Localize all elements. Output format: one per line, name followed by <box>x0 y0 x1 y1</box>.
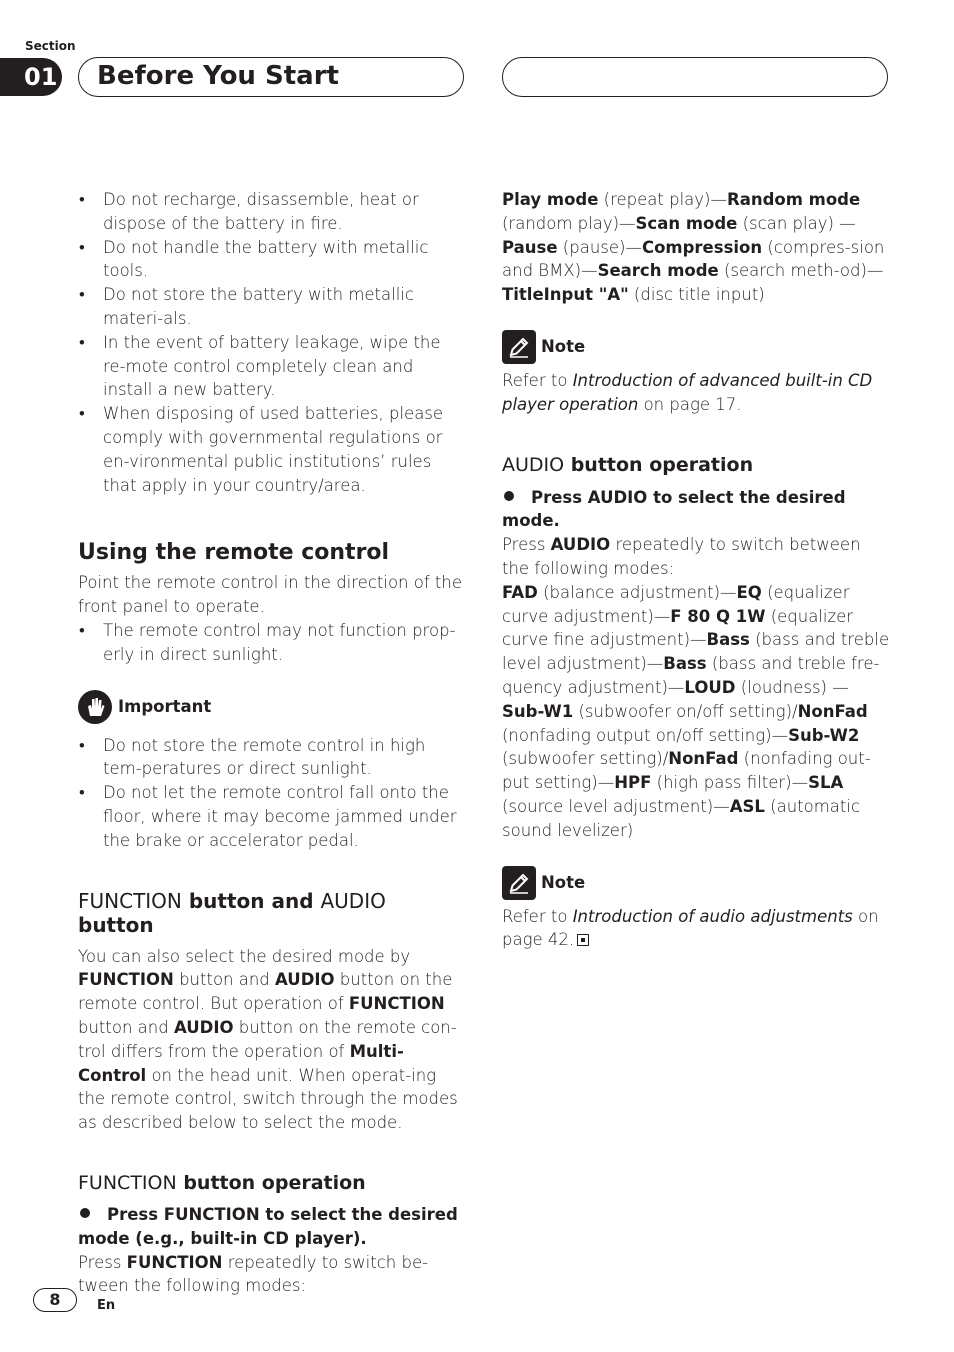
audio-text-intro: Press AUDIO repeatedly to switch between the following modes: <box>502 535 861 578</box>
function-audio-text: You can also select the desired mode by FUNCTION button and AUDIO button on the remote control. But operation of FUNCTION button and AUDIO button on the remote con-trol differs from the operation of Multi-Control on the head unit. When operat-ing the remote control, switch through the modes as described below to select the mode. <box>78 946 458 1133</box>
audio-step: Press AUDIO to select the desired mode. <box>502 487 846 531</box>
audio-op-heading <box>502 453 890 477</box>
important-label: Important <box>118 696 212 716</box>
end-square-icon <box>577 934 589 946</box>
list-item: • When disposing of used batteries, please comply with governmental regulations or en-vironmental public institutions’ rules that apply in your country/area. <box>78 402 466 497</box>
using-remote-bullets <box>78 619 466 667</box>
list-item: • Do not recharge, disassemble, heat or dispose of the battery in fire. <box>78 188 466 236</box>
list-item: • Do not store the battery with metallic materi-als. <box>78 283 466 331</box>
step-bullet-icon <box>80 1208 90 1218</box>
function-op-heading <box>78 1171 466 1195</box>
note-heading <box>502 330 890 364</box>
audio-modes-text: FAD (balance adjustment)—EQ (equalizer curve adjustment)—F 80 Q 1W (equalizer curve fine adjustment)—Bass (bass and treble level adjustment)—Bass (bass and treble fre-quency adjustment)—LOUD (loudness) —Sub-W1 (subwoofer on/off setting)/NonFad (nonfading output on/off setting)—Sub-W2 (subwoofer setting)/NonFad (nonfading out-put setting)—HPF (high pass filter)—SLA (source level adjustment)—ASL (automatic sound levelizer) <box>502 582 890 840</box>
note-text: Refer to Introduction of audio adjustments on page 42. <box>502 906 879 950</box>
step-bullet-icon <box>504 491 514 501</box>
using-remote-text: Point the remote control in the direction of the front panel to operate. <box>78 573 462 617</box>
function-step: Press FUNCTION to select the desired mode (e.g., built-in CD player). <box>78 1204 458 1248</box>
pencil-note-icon <box>502 330 536 364</box>
left-column <box>78 188 466 1298</box>
list-item: • Do not let the remote control fall onto the floor, where it may become jammed under the brake or accelerator pedal. <box>78 781 466 852</box>
heading-word: button <box>78 912 154 937</box>
header-empty-frame <box>502 57 888 97</box>
note-label: Note <box>541 337 586 357</box>
heading-word: FUNCTION <box>78 1171 177 1194</box>
heading-word: AUDIO <box>320 888 386 913</box>
list-item: • Do not handle the battery with metallic tools. <box>78 236 466 284</box>
page-number: 8 <box>33 1288 77 1312</box>
page-title: Before You Start <box>97 61 339 91</box>
section-label: Section <box>25 39 76 53</box>
function-modes-text: Play mode (repeat play)—Random mode (random play)—Scan mode (scan play) —Pause (pause)—Compression (compres-sion and BMX)—Search mode (search meth-od)—TitleInput "A" (disc title input) <box>502 190 885 305</box>
heading-word: button operation <box>176 1171 366 1194</box>
heading-word: AUDIO <box>502 453 565 476</box>
important-bullet-list <box>78 734 466 853</box>
using-remote-heading: Using the remote control <box>78 540 390 566</box>
heading-word: button operation <box>564 453 754 476</box>
list-item: • The remote control may not function prop-erly in direct sunlight. <box>78 619 466 667</box>
function-audio-heading <box>78 889 466 937</box>
important-heading <box>78 690 466 724</box>
section-number-badge: 01 <box>0 58 62 96</box>
note-text: Refer to Introduction of advanced built-in CD player operation on page 17. <box>502 370 873 414</box>
heading-word: button and <box>181 888 321 913</box>
language-label: En <box>97 1298 116 1313</box>
note-label: Note <box>541 872 586 892</box>
list-item: • In the event of battery leakage, wipe the re-mote control completely clean and install a new battery. <box>78 331 466 402</box>
right-column <box>502 188 890 952</box>
list-item: • Do not store the remote control in high tem-peratures or direct sunlight. <box>78 734 466 782</box>
battery-bullet-list <box>78 188 466 497</box>
function-text: Press FUNCTION repeatedly to switch be-tween the following modes: <box>78 1252 429 1296</box>
heading-word: FUNCTION <box>78 888 182 913</box>
pencil-note-icon <box>502 866 536 900</box>
hand-stop-icon <box>78 690 112 724</box>
note-heading <box>502 866 890 900</box>
